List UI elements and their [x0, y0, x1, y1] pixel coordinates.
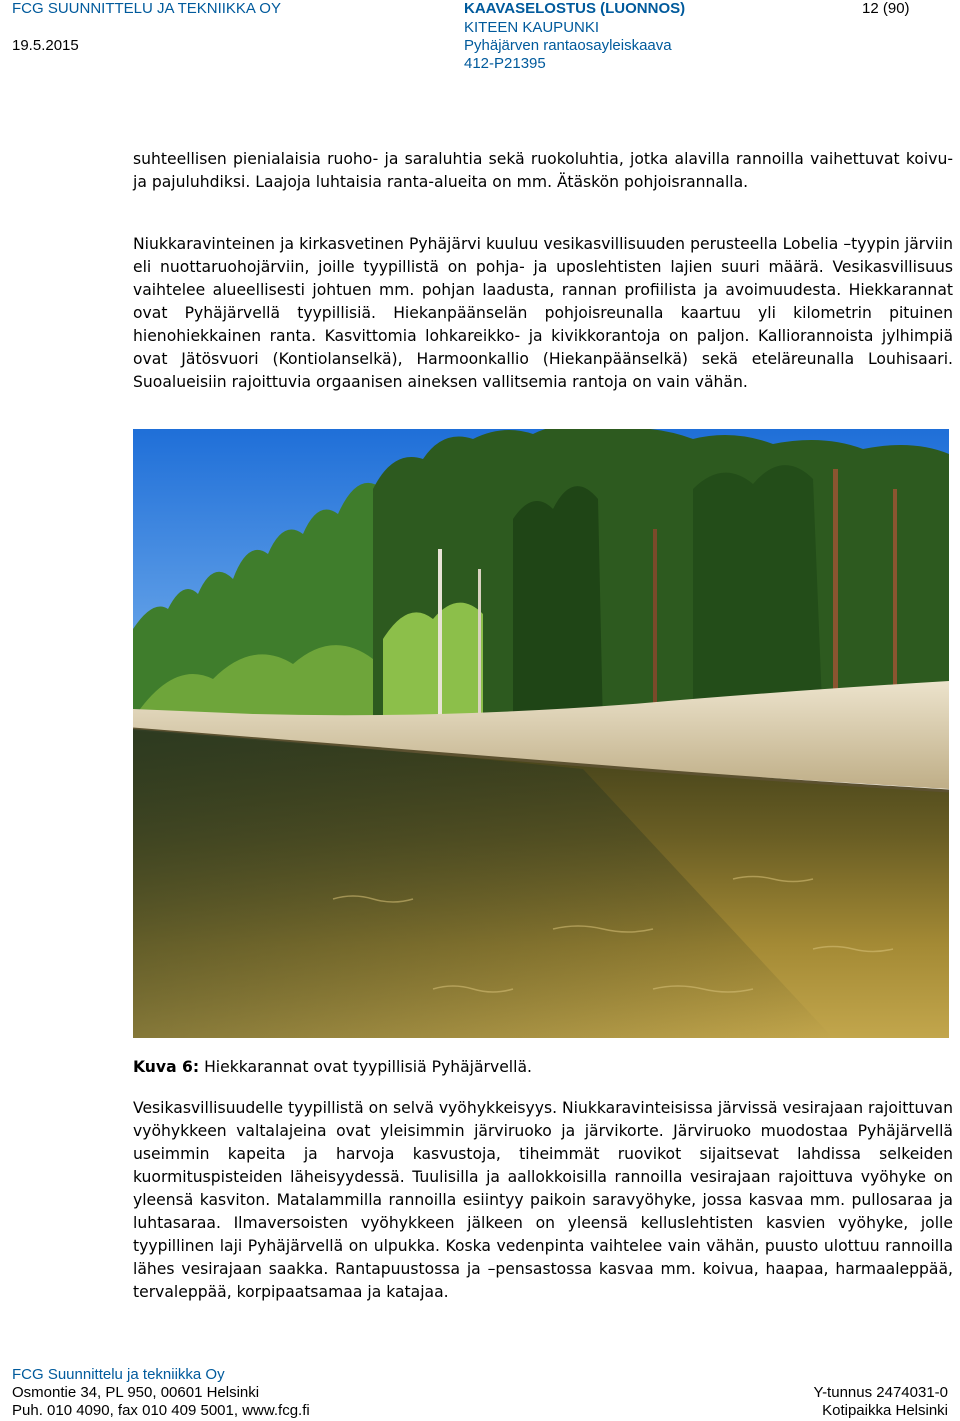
footer-company: FCG Suunnittelu ja tekniikka Oy	[12, 1366, 225, 1383]
header-document-title: KAAVASELOSTUS (LUONNOS)	[464, 0, 686, 17]
header-project: Pyhäjärven rantaosayleiskaava	[464, 37, 672, 54]
footer-domicile: Kotipaikka Helsinki	[822, 1402, 948, 1419]
header-company: FCG SUUNNITTELU JA TEKNIIKKA OY	[12, 0, 281, 17]
header-date: 19.5.2015	[12, 37, 79, 54]
paragraph-wetlands: suhteellisen pienialaisia ruoho- ja saraluhtia sekä ruokoluhtia, jotka alavilla rannoilla vaihettuvat koivu- ja pajuluhdiksi. Laajoja luhtaisia ranta-alueita on mm. Ätäskön pohjoisrannalla.	[133, 150, 953, 191]
paragraph-zonation: Vesikasvillisuudelle tyypillistä on selvä vyöhykkeisyys. Niukkaravinteisissa järvissä vesirajaan rajoittuvan vyöhykkeen valtalajeina ovat yleisimmin järviruoko ja järvikorte. Järviruoko muodostaa Pyhäjärvellä useimmin kapeita ja harvoja kasvustoja, tiheimmät ruovikot sijaitsevat lahdissa selkeiden kuormituspisteiden läheisyydessä. Tuulisilla ja aallokkoisilla rannoilla vesirajaan rajoittuva vyöhyke on yleensä kasviton. Matalammilla rannoilla esiintyy paikoin saravyöhyke, jossa kasvaa mm. pullosaraa ja luhtasaraa. Ilmaversoisten vyöhykkeen jälkeen on yleensä kelluslehtisten kasvien vyöhyke, jolle tyypillinen laji Pyhäjärvellä on ulpukka. Koska vedenpinta vaihtelee vain vähän, puusto ulottuu rannoilla lähes vesirajaan saakka. Rantapuustossa ja –pensastossa kasvaa mm. koivua, haapaa, harmaaleppää, tervaleppää, korpipaatsamaa ja katajaa.	[133, 1099, 953, 1301]
header-client: KITEEN KAUPUNKI	[464, 19, 600, 36]
footer-phone: Puh. 010 4090, fax 010 409 5001, www.fcg.fi	[12, 1402, 310, 1419]
footer-address: Osmontie 34, PL 950, 00601 Helsinki	[12, 1384, 260, 1401]
figure-caption	[133, 1057, 532, 1077]
paragraph-lake-type: Niukkaravinteinen ja kirkasvetinen Pyhäjärvi kuuluu vesikasvillisuuden perusteella Lobelia –tyypin järviin eli nuottaruohojärviin, joille tyypillistä on pohja- ja uposlehtisten lajien suuri määrä. Vesikasvillisuus vaihtelee alueellisesti johtuen mm. pohjan laadusta, rannan profiilista ja avoimuudesta. Hiekkarannat ovat Pyhäjärvellä tyypillisiä. Hiekanpäänselän pohjoisreunalla kaartuu yli kilometrin pituinen hienohiekkainen ranta. Kasvittomia lohkareikko- ja kivikkorantoja on paljon. Kalliorannoista jylhimpiä ovat Jätösvuori (Kontiolanselkä), Harmoonkallio (Hiekanpäänselkä) sekä eteläreunalla Louhisaari. Suoalueisiin rajoittuvia orgaanisen aineksen vallitsemia rantoja on vain vähän.	[133, 235, 953, 391]
figure-caption-text: Hiekkarannat ovat tyypillisiä Pyhäjärvellä.	[199, 1058, 532, 1076]
lake-beach-photo	[133, 429, 949, 1038]
figure-caption-label: Kuva 6:	[133, 1058, 200, 1076]
header-project-code: 412-P21395	[464, 55, 546, 72]
footer-business-id: Y-tunnus 2474031-0	[813, 1384, 948, 1401]
header-page-number: 12 (90)	[862, 0, 910, 17]
